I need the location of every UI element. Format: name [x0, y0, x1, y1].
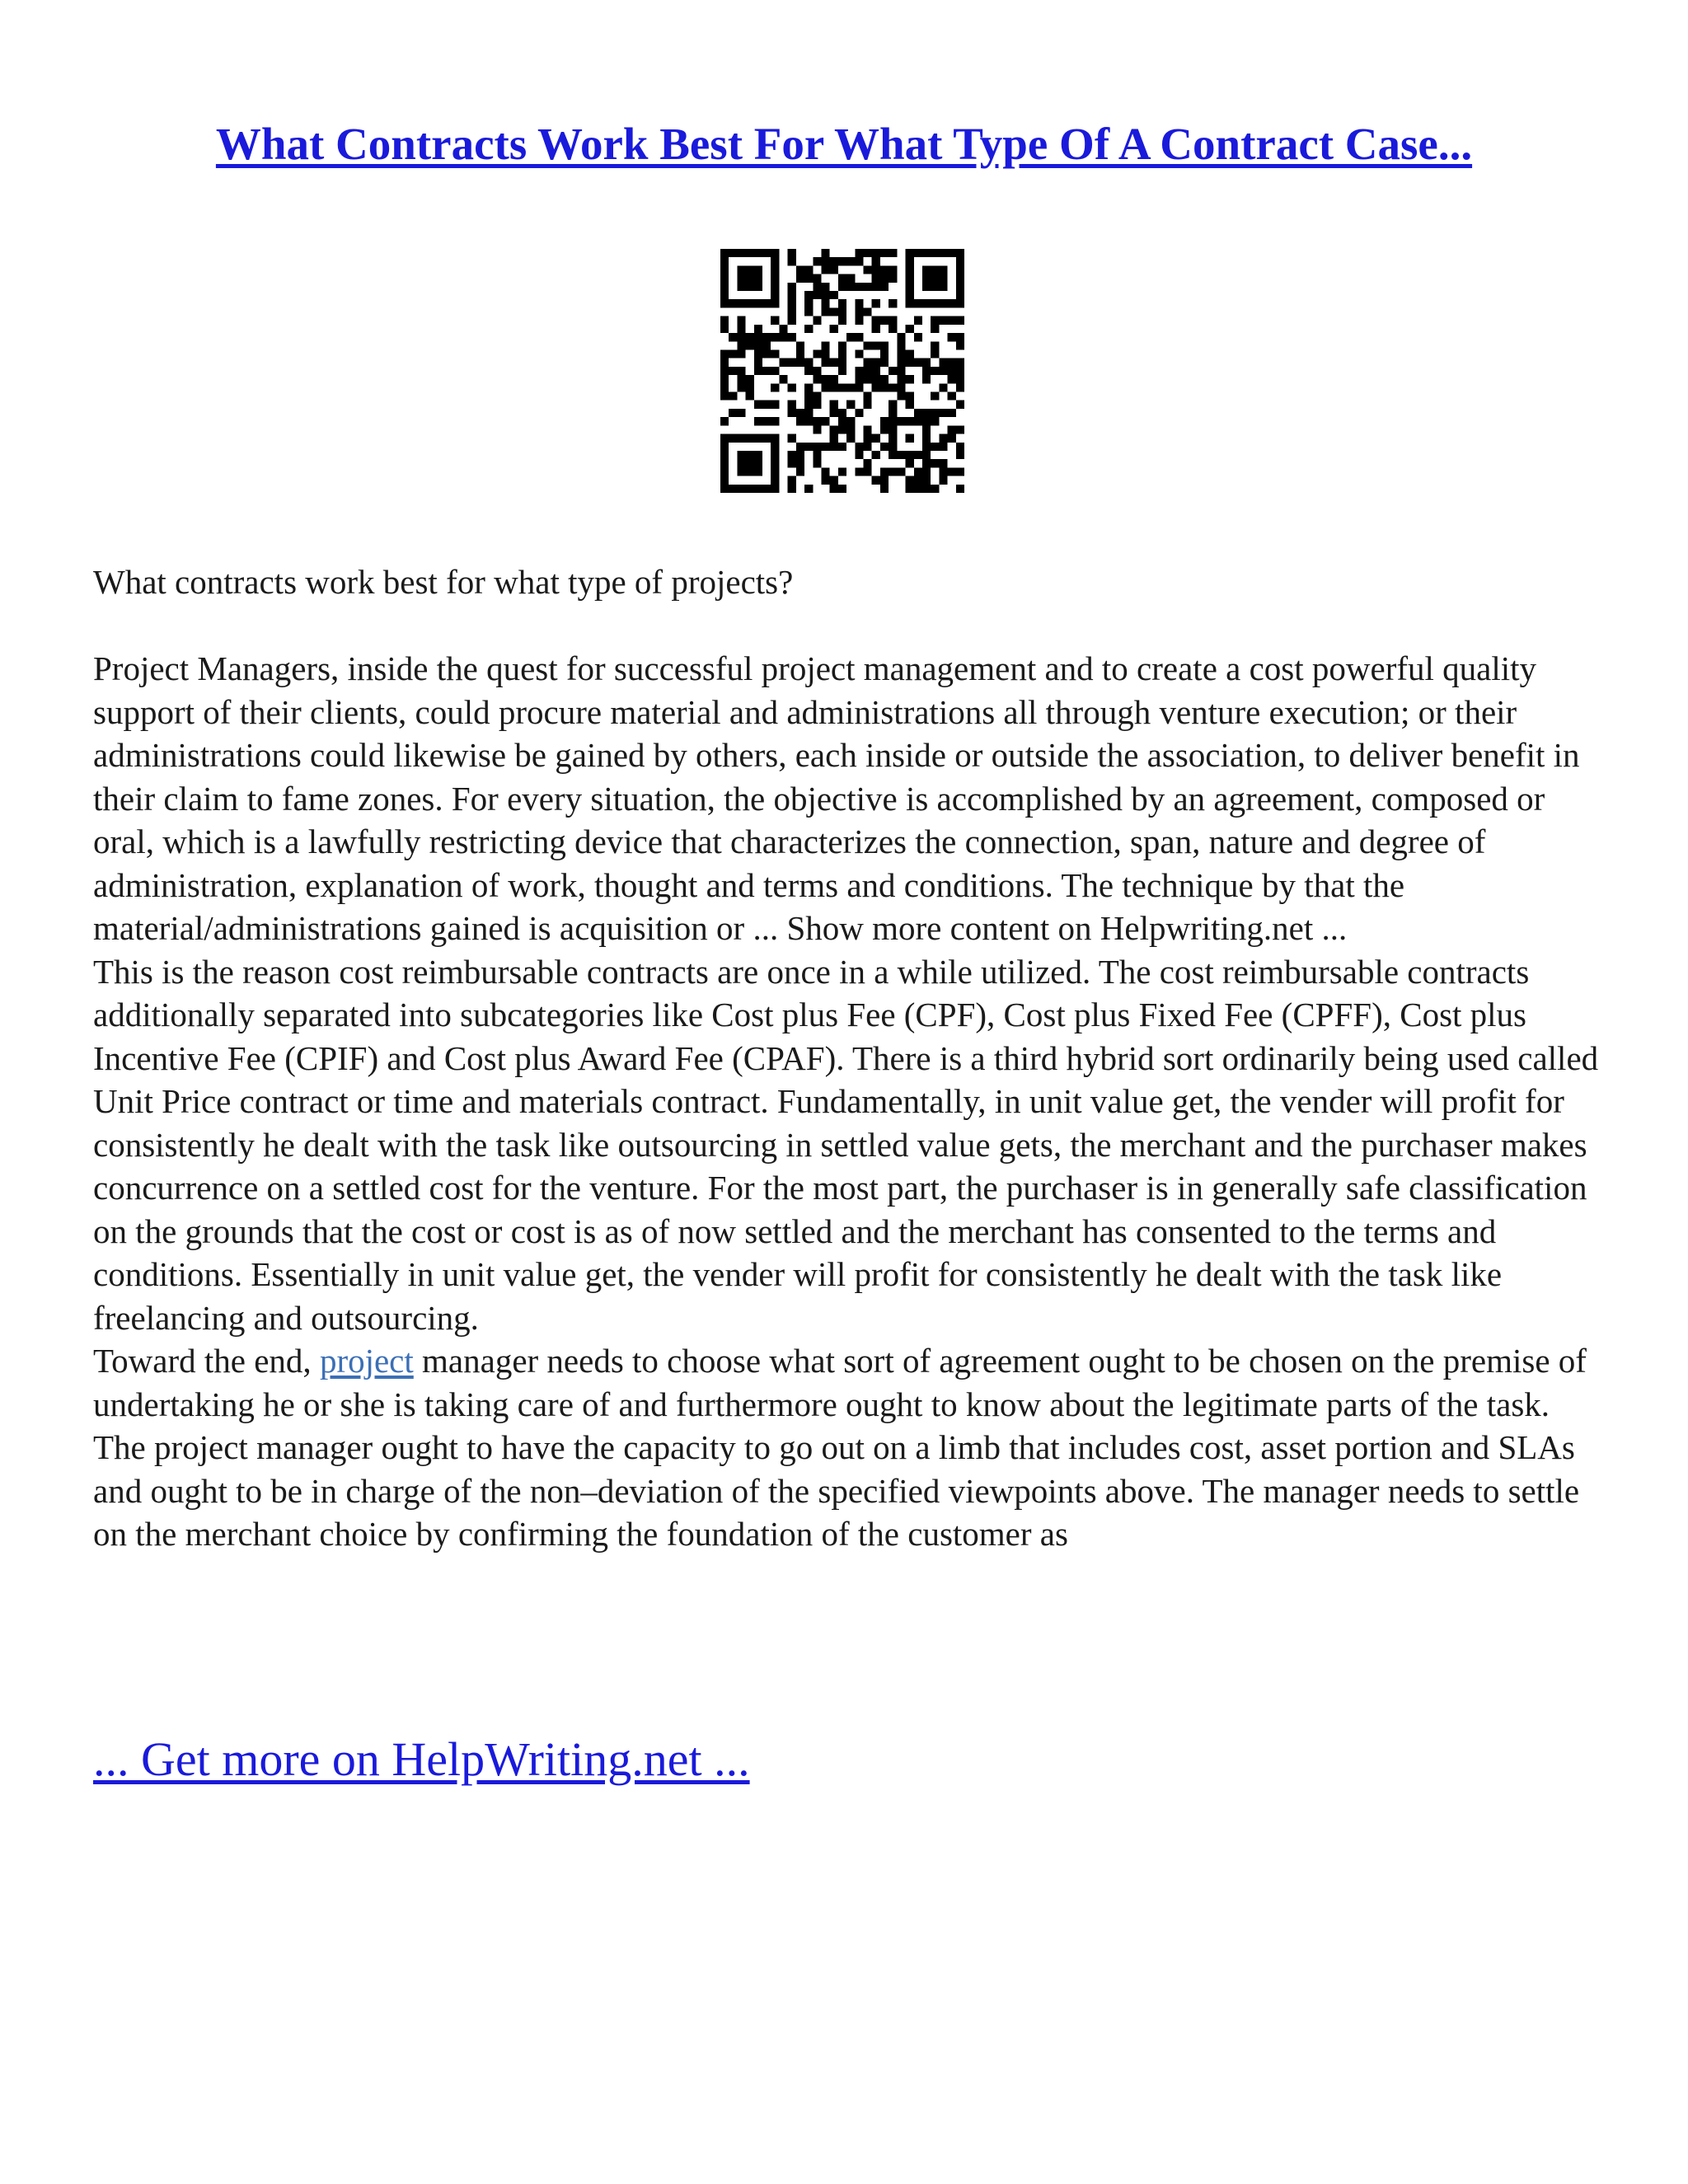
document-title-link[interactable]: What Contracts Work Best For What Type Of A Contract Case...	[215, 119, 1473, 169]
question-heading: What contracts work best for what type of projects?	[93, 563, 794, 601]
paragraph-intro: Project Managers, inside the quest for successful project management and to create a cost powerful quality support of their clients, could procure material and administrations all through venture execution; or their administrations could likewise be gained by others, each inside or outside the association, to deliver benefit in their claim to fame zones. For every situation, the objective is accomplished by an agreement, composed or oral, which is a lawfully restricting device that characterizes the connection, span, nature and degree of administration, explanation of work, thought and terms and conditions. The technique by that the material/administrations gained is acquisition or ... Show more content on Helpwriting.net ...	[93, 649, 1580, 947]
paragraph-conclusion	[93, 1339, 1601, 1556]
get-more-link[interactable]: ... Get more on HelpWriting.net ...	[93, 1732, 750, 1786]
qr-code-icon	[720, 249, 964, 493]
paragraph-contract-types: This is the reason cost reimbursable contracts are once in a while utilized. The cost reimbursable contracts additionally separated into subcategories like Cost plus Fee (CPF), Cost plus Fixed Fee (CPFF), Cost plus Incentive Fee (CPIF) and Cost plus Award Fee (CPAF). There is a third hybrid sort ordinarily being used called Unit Price contract or time and materials contract. Fundamentally, in unit value get, the vender will profit for consistently he dealt with the task like outsourcing in settled value gets, the merchant and the purchaser makes concurrence on a settled cost for the venture. For the most part, the purchaser is in generally safe classification on the grounds that the cost or cost is as of now settled and the merchant has consented to the terms and conditions. Essentially in unit value get, the vender will profit for consistently he dealt with the task like freelancing and outsourcing.	[93, 952, 1599, 1337]
document-body	[93, 560, 1601, 1556]
project-link[interactable]: project	[319, 1342, 414, 1380]
paragraph-conclusion-start: Toward the end,	[93, 1342, 320, 1380]
paragraph-conclusion-end: manager needs to choose what sort of agreement ought to be chosen on the premise of undertaking he or she is taking care of and furthermore ought to know about the legitimate parts of the task. The project manager ought to have the capacity to go out on a limb that includes cost, asset portion and SLAs and ought to be in charge of the non–deviation of the specified viewpoints above. The manager needs to settle on the merchant choice by confirming the foundation of the customer as	[93, 1342, 1587, 1553]
